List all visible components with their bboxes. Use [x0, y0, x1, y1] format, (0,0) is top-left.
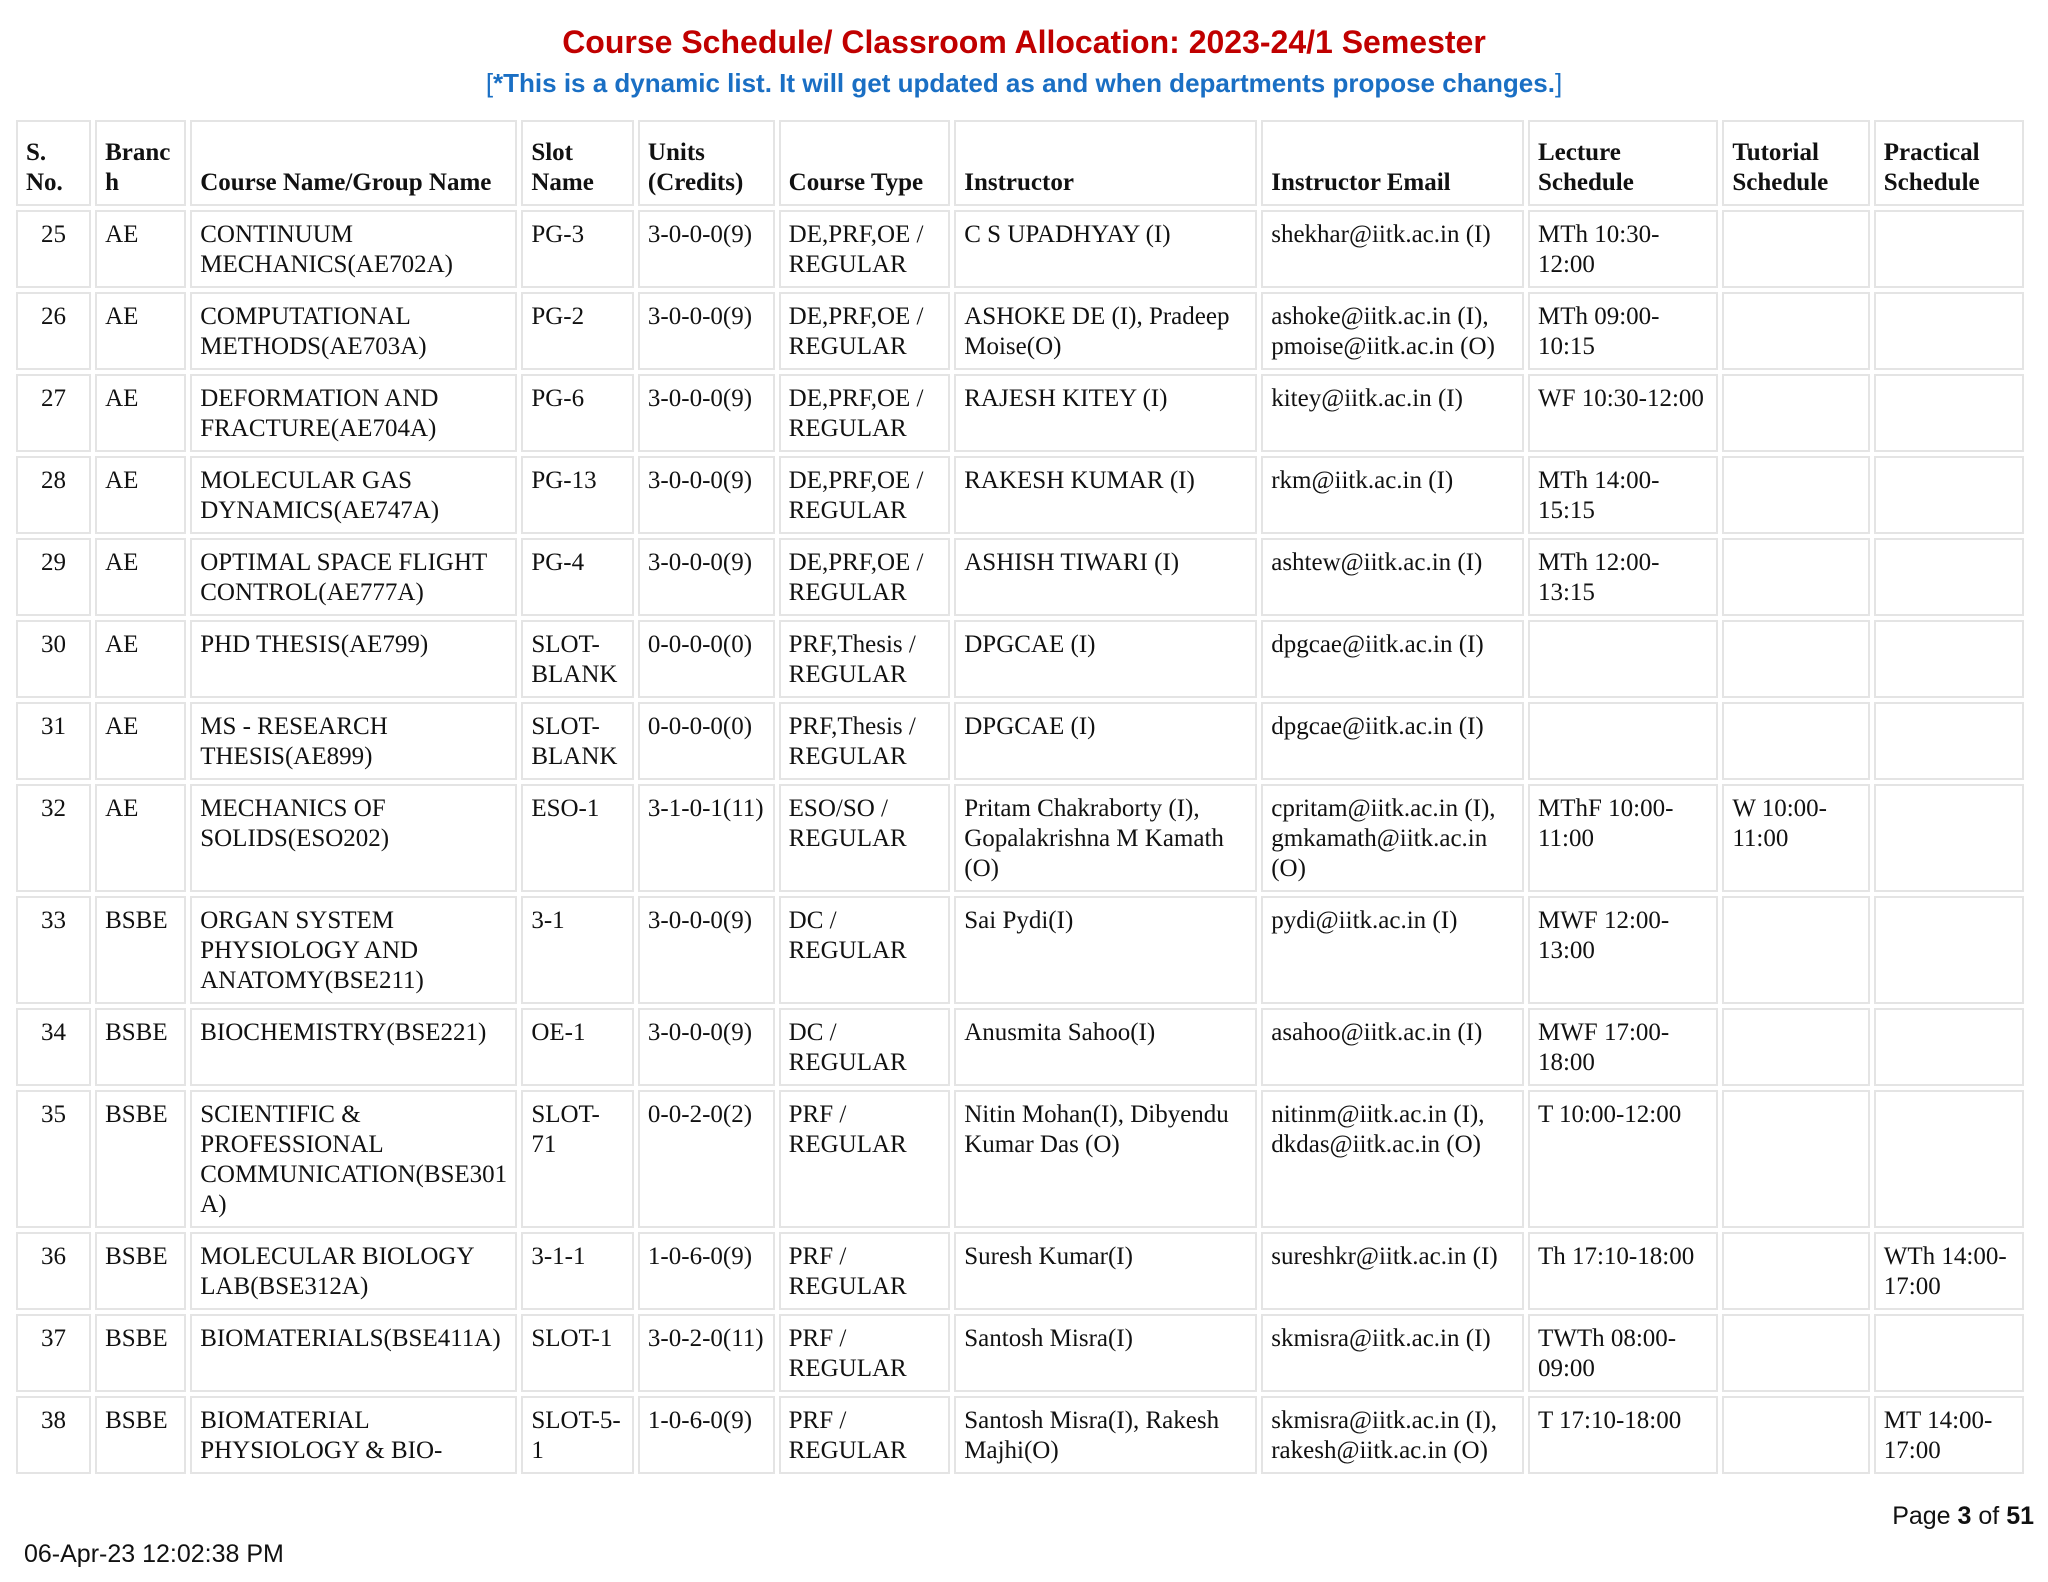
cell-branch: AE: [95, 374, 186, 452]
cell-course-name: BIOCHEMISTRY(BSE221): [190, 1008, 517, 1086]
cell-tutorial-schedule: [1722, 1232, 1869, 1310]
table-row: [16, 1396, 2024, 1474]
cell-practical-schedule: [1874, 896, 2024, 1004]
column-header-slot: Slot Name: [521, 120, 634, 206]
cell-units: 3-1-0-1(11): [638, 784, 775, 892]
cell-instructor: DPGCAE (I): [954, 620, 1257, 698]
cell-instructor-email: asahoo@iitk.ac.in (I): [1261, 1008, 1524, 1086]
cell-lecture-schedule: T 17:10-18:00: [1528, 1396, 1718, 1474]
cell-instructor-email: skmisra@iitk.ac.in (I), rakesh@iitk.ac.in (O): [1261, 1396, 1524, 1474]
cell-course-type: PRF / REGULAR: [779, 1396, 951, 1474]
cell-practical-schedule: [1874, 374, 2024, 452]
cell-slot: 3-1: [521, 896, 634, 1004]
cell-practical-schedule: MT 14:00-17:00: [1874, 1396, 2024, 1474]
cell-course-type: PRF,Thesis / REGULAR: [779, 620, 951, 698]
cell-instructor-email: shekhar@iitk.ac.in (I): [1261, 210, 1524, 288]
cell-instructor-email: skmisra@iitk.ac.in (I): [1261, 1314, 1524, 1392]
cell-slot: 3-1-1: [521, 1232, 634, 1310]
cell-sno: 38: [16, 1396, 91, 1474]
cell-practical-schedule: [1874, 538, 2024, 616]
cell-instructor: RAJESH KITEY (I): [954, 374, 1257, 452]
cell-course-type: DE,PRF,OE / REGULAR: [779, 292, 951, 370]
cell-branch: BSBE: [95, 1396, 186, 1474]
cell-slot: SLOT-BLANK: [521, 702, 634, 780]
cell-course-type: DE,PRF,OE / REGULAR: [779, 456, 951, 534]
cell-lecture-schedule: WF 10:30-12:00: [1528, 374, 1718, 452]
cell-units: 0-0-2-0(2): [638, 1090, 775, 1228]
cell-course-name: ORGAN SYSTEM PHYSIOLOGY AND ANATOMY(BSE211): [190, 896, 517, 1004]
column-header-units: Units (Credits): [638, 120, 775, 206]
cell-instructor-email: cpritam@iitk.ac.in (I), gmkamath@iitk.ac.in (O): [1261, 784, 1524, 892]
cell-units: 3-0-0-0(9): [638, 896, 775, 1004]
cell-sno: 28: [16, 456, 91, 534]
cell-practical-schedule: WTh 14:00-17:00: [1874, 1232, 2024, 1310]
cell-slot: SLOT-1: [521, 1314, 634, 1392]
cell-tutorial-schedule: [1722, 702, 1869, 780]
cell-course-type: PRF,Thesis / REGULAR: [779, 702, 951, 780]
cell-instructor-email: rkm@iitk.ac.in (I): [1261, 456, 1524, 534]
cell-sno: 35: [16, 1090, 91, 1228]
cell-course-name: BIOMATERIAL PHYSIOLOGY & BIO-: [190, 1396, 517, 1474]
column-header-course-type: Course Type: [779, 120, 951, 206]
table-row: [16, 702, 2024, 780]
page-number: [1892, 1502, 2034, 1531]
cell-course-name: OPTIMAL SPACE FLIGHT CONTROL(AE777A): [190, 538, 517, 616]
cell-sno: 36: [16, 1232, 91, 1310]
column-header-lecture: Lecture Schedule: [1528, 120, 1718, 206]
cell-units: 3-0-0-0(9): [638, 538, 775, 616]
cell-lecture-schedule: MTh 14:00-15:15: [1528, 456, 1718, 534]
table-row: [16, 538, 2024, 616]
page-prefix: Page: [1892, 1502, 1958, 1530]
cell-tutorial-schedule: W 10:00-11:00: [1722, 784, 1869, 892]
cell-sno: 25: [16, 210, 91, 288]
table-row: [16, 1008, 2024, 1086]
cell-tutorial-schedule: [1722, 896, 1869, 1004]
cell-lecture-schedule: TWTh 08:00-09:00: [1528, 1314, 1718, 1392]
cell-instructor-email: dpgcae@iitk.ac.in (I): [1261, 702, 1524, 780]
cell-sno: 31: [16, 702, 91, 780]
page-mid: of: [1971, 1502, 2007, 1530]
cell-branch: AE: [95, 784, 186, 892]
column-header-course: Course Name/Group Name: [190, 120, 517, 206]
cell-tutorial-schedule: [1722, 1090, 1869, 1228]
cell-practical-schedule: [1874, 702, 2024, 780]
cell-instructor-email: nitinm@iitk.ac.in (I), dkdas@iitk.ac.in (O): [1261, 1090, 1524, 1228]
cell-tutorial-schedule: [1722, 456, 1869, 534]
cell-slot: SLOT-BLANK: [521, 620, 634, 698]
cell-practical-schedule: [1874, 784, 2024, 892]
cell-units: 3-0-0-0(9): [638, 292, 775, 370]
cell-tutorial-schedule: [1722, 1314, 1869, 1392]
column-header-instructor: Instructor: [954, 120, 1257, 206]
cell-course-type: DE,PRF,OE / REGULAR: [779, 210, 951, 288]
cell-branch: BSBE: [95, 1232, 186, 1310]
cell-branch: AE: [95, 702, 186, 780]
cell-course-name: DEFORMATION AND FRACTURE(AE704A): [190, 374, 517, 452]
cell-tutorial-schedule: [1722, 210, 1869, 288]
cell-tutorial-schedule: [1722, 538, 1869, 616]
cell-course-name: COMPUTATIONAL METHODS(AE703A): [190, 292, 517, 370]
cell-slot: SLOT-71: [521, 1090, 634, 1228]
cell-branch: AE: [95, 620, 186, 698]
cell-instructor-email: pydi@iitk.ac.in (I): [1261, 896, 1524, 1004]
cell-instructor: Suresh Kumar(I): [954, 1232, 1257, 1310]
cell-branch: AE: [95, 456, 186, 534]
course-schedule-table: [12, 116, 2028, 1478]
cell-instructor: Nitin Mohan(I), Dibyendu Kumar Das (O): [954, 1090, 1257, 1228]
table-row: [16, 210, 2024, 288]
cell-tutorial-schedule: [1722, 1396, 1869, 1474]
cell-units: 3-0-2-0(11): [638, 1314, 775, 1392]
cell-slot: PG-6: [521, 374, 634, 452]
cell-lecture-schedule: MTh 10:30-12:00: [1528, 210, 1718, 288]
cell-units: 0-0-0-0(0): [638, 702, 775, 780]
cell-practical-schedule: [1874, 620, 2024, 698]
cell-slot: OE-1: [521, 1008, 634, 1086]
cell-slot: PG-2: [521, 292, 634, 370]
cell-lecture-schedule: Th 17:10-18:00: [1528, 1232, 1718, 1310]
cell-lecture-schedule: MTh 09:00-10:15: [1528, 292, 1718, 370]
cell-course-name: MOLECULAR GAS DYNAMICS(AE747A): [190, 456, 517, 534]
cell-course-type: PRF / REGULAR: [779, 1314, 951, 1392]
cell-branch: AE: [95, 210, 186, 288]
table-row: [16, 784, 2024, 892]
table-row: [16, 1232, 2024, 1310]
cell-sno: 27: [16, 374, 91, 452]
cell-practical-schedule: [1874, 456, 2024, 534]
cell-lecture-schedule: [1528, 702, 1718, 780]
cell-sno: 26: [16, 292, 91, 370]
page-subtitle: [0, 68, 2048, 99]
cell-slot: SLOT-5-1: [521, 1396, 634, 1474]
cell-slot: ESO-1: [521, 784, 634, 892]
cell-course-type: PRF / REGULAR: [779, 1232, 951, 1310]
cell-branch: AE: [95, 292, 186, 370]
cell-lecture-schedule: MWF 12:00-13:00: [1528, 896, 1718, 1004]
cell-instructor: C S UPADHYAY (I): [954, 210, 1257, 288]
cell-lecture-schedule: T 10:00-12:00: [1528, 1090, 1718, 1228]
cell-course-type: ESO/SO / REGULAR: [779, 784, 951, 892]
cell-tutorial-schedule: [1722, 292, 1869, 370]
cell-sno: 37: [16, 1314, 91, 1392]
page-title: Course Schedule/ Classroom Allocation: 2023-24/1 Semester: [562, 24, 1486, 60]
cell-branch: BSBE: [95, 1008, 186, 1086]
cell-practical-schedule: [1874, 1314, 2024, 1392]
cell-tutorial-schedule: [1722, 620, 1869, 698]
cell-course-name: CONTINUUM MECHANICS(AE702A): [190, 210, 517, 288]
cell-slot: PG-4: [521, 538, 634, 616]
column-header-practical: Practical Schedule: [1874, 120, 2024, 206]
cell-instructor: Santosh Misra(I): [954, 1314, 1257, 1392]
cell-instructor: Santosh Misra(I), Rakesh Majhi(O): [954, 1396, 1257, 1474]
cell-course-name: SCIENTIFIC & PROFESSIONAL COMMUNICATION(BSE301A): [190, 1090, 517, 1228]
cell-instructor-email: ashtew@iitk.ac.in (I): [1261, 538, 1524, 616]
cell-course-type: DC / REGULAR: [779, 1008, 951, 1086]
cell-lecture-schedule: [1528, 620, 1718, 698]
cell-practical-schedule: [1874, 292, 2024, 370]
cell-units: 1-0-6-0(9): [638, 1232, 775, 1310]
cell-lecture-schedule: MWF 17:00-18:00: [1528, 1008, 1718, 1086]
cell-course-type: DE,PRF,OE / REGULAR: [779, 538, 951, 616]
cell-tutorial-schedule: [1722, 374, 1869, 452]
cell-branch: AE: [95, 538, 186, 616]
cell-instructor: DPGCAE (I): [954, 702, 1257, 780]
cell-practical-schedule: [1874, 210, 2024, 288]
generated-timestamp: 06-Apr-23 12:02:38 PM: [24, 1540, 284, 1568]
column-header-instructor-email: Instructor Email: [1261, 120, 1524, 206]
cell-practical-schedule: [1874, 1008, 2024, 1086]
cell-instructor-email: ashoke@iitk.ac.in (I), pmoise@iitk.ac.in (O): [1261, 292, 1524, 370]
cell-lecture-schedule: MThF 10:00-11:00: [1528, 784, 1718, 892]
cell-instructor: RAKESH KUMAR (I): [954, 456, 1257, 534]
cell-practical-schedule: [1874, 1090, 2024, 1228]
table-row: [16, 374, 2024, 452]
cell-branch: BSBE: [95, 1090, 186, 1228]
cell-sno: 34: [16, 1008, 91, 1086]
cell-course-type: PRF / REGULAR: [779, 1090, 951, 1228]
cell-sno: 30: [16, 620, 91, 698]
cell-instructor-email: kitey@iitk.ac.in (I): [1261, 374, 1524, 452]
subtitle-close-bracket: ]: [1554, 68, 1563, 98]
cell-units: 1-0-6-0(9): [638, 1396, 775, 1474]
cell-units: 0-0-0-0(0): [638, 620, 775, 698]
column-header-tutorial: Tutorial Schedule: [1722, 120, 1869, 206]
column-header-sno: S. No.: [16, 120, 91, 206]
cell-slot: PG-13: [521, 456, 634, 534]
cell-course-name: MECHANICS OF SOLIDS(ESO202): [190, 784, 517, 892]
cell-lecture-schedule: MTh 12:00-13:15: [1528, 538, 1718, 616]
cell-instructor: Sai Pydi(I): [954, 896, 1257, 1004]
cell-sno: 29: [16, 538, 91, 616]
subtitle-text: *This is a dynamic list. It will get updated as and when departments propose changes.: [493, 68, 1555, 98]
cell-sno: 32: [16, 784, 91, 892]
table-row: [16, 896, 2024, 1004]
page-total: 51: [2006, 1502, 2034, 1530]
table-row: [16, 292, 2024, 370]
cell-branch: BSBE: [95, 896, 186, 1004]
cell-course-name: BIOMATERIALS(BSE411A): [190, 1314, 517, 1392]
cell-units: 3-0-0-0(9): [638, 1008, 775, 1086]
cell-course-name: PHD THESIS(AE799): [190, 620, 517, 698]
header-row: [16, 120, 2024, 206]
cell-instructor: ASHISH TIWARI (I): [954, 538, 1257, 616]
column-header-branch: Branch: [95, 120, 186, 206]
cell-instructor: ASHOKE DE (I), Pradeep Moise(O): [954, 292, 1257, 370]
cell-course-type: DE,PRF,OE / REGULAR: [779, 374, 951, 452]
cell-branch: BSBE: [95, 1314, 186, 1392]
cell-instructor: Pritam Chakraborty (I), Gopalakrishna M Kamath (O): [954, 784, 1257, 892]
cell-units: 3-0-0-0(9): [638, 374, 775, 452]
cell-tutorial-schedule: [1722, 1008, 1869, 1086]
table-row: [16, 456, 2024, 534]
cell-instructor-email: sureshkr@iitk.ac.in (I): [1261, 1232, 1524, 1310]
cell-slot: PG-3: [521, 210, 634, 288]
cell-course-name: MOLECULAR BIOLOGY LAB(BSE312A): [190, 1232, 517, 1310]
cell-instructor-email: dpgcae@iitk.ac.in (I): [1261, 620, 1524, 698]
cell-units: 3-0-0-0(9): [638, 210, 775, 288]
table-row: [16, 1314, 2024, 1392]
table-row: [16, 1090, 2024, 1228]
page-current: 3: [1957, 1502, 1972, 1530]
table-row: [16, 620, 2024, 698]
cell-course-type: DC / REGULAR: [779, 896, 951, 1004]
cell-instructor: Anusmita Sahoo(I): [954, 1008, 1257, 1086]
cell-sno: 33: [16, 896, 91, 1004]
cell-course-name: MS - RESEARCH THESIS(AE899): [190, 702, 517, 780]
cell-units: 3-0-0-0(9): [638, 456, 775, 534]
subtitle-open-bracket: [: [485, 68, 494, 98]
